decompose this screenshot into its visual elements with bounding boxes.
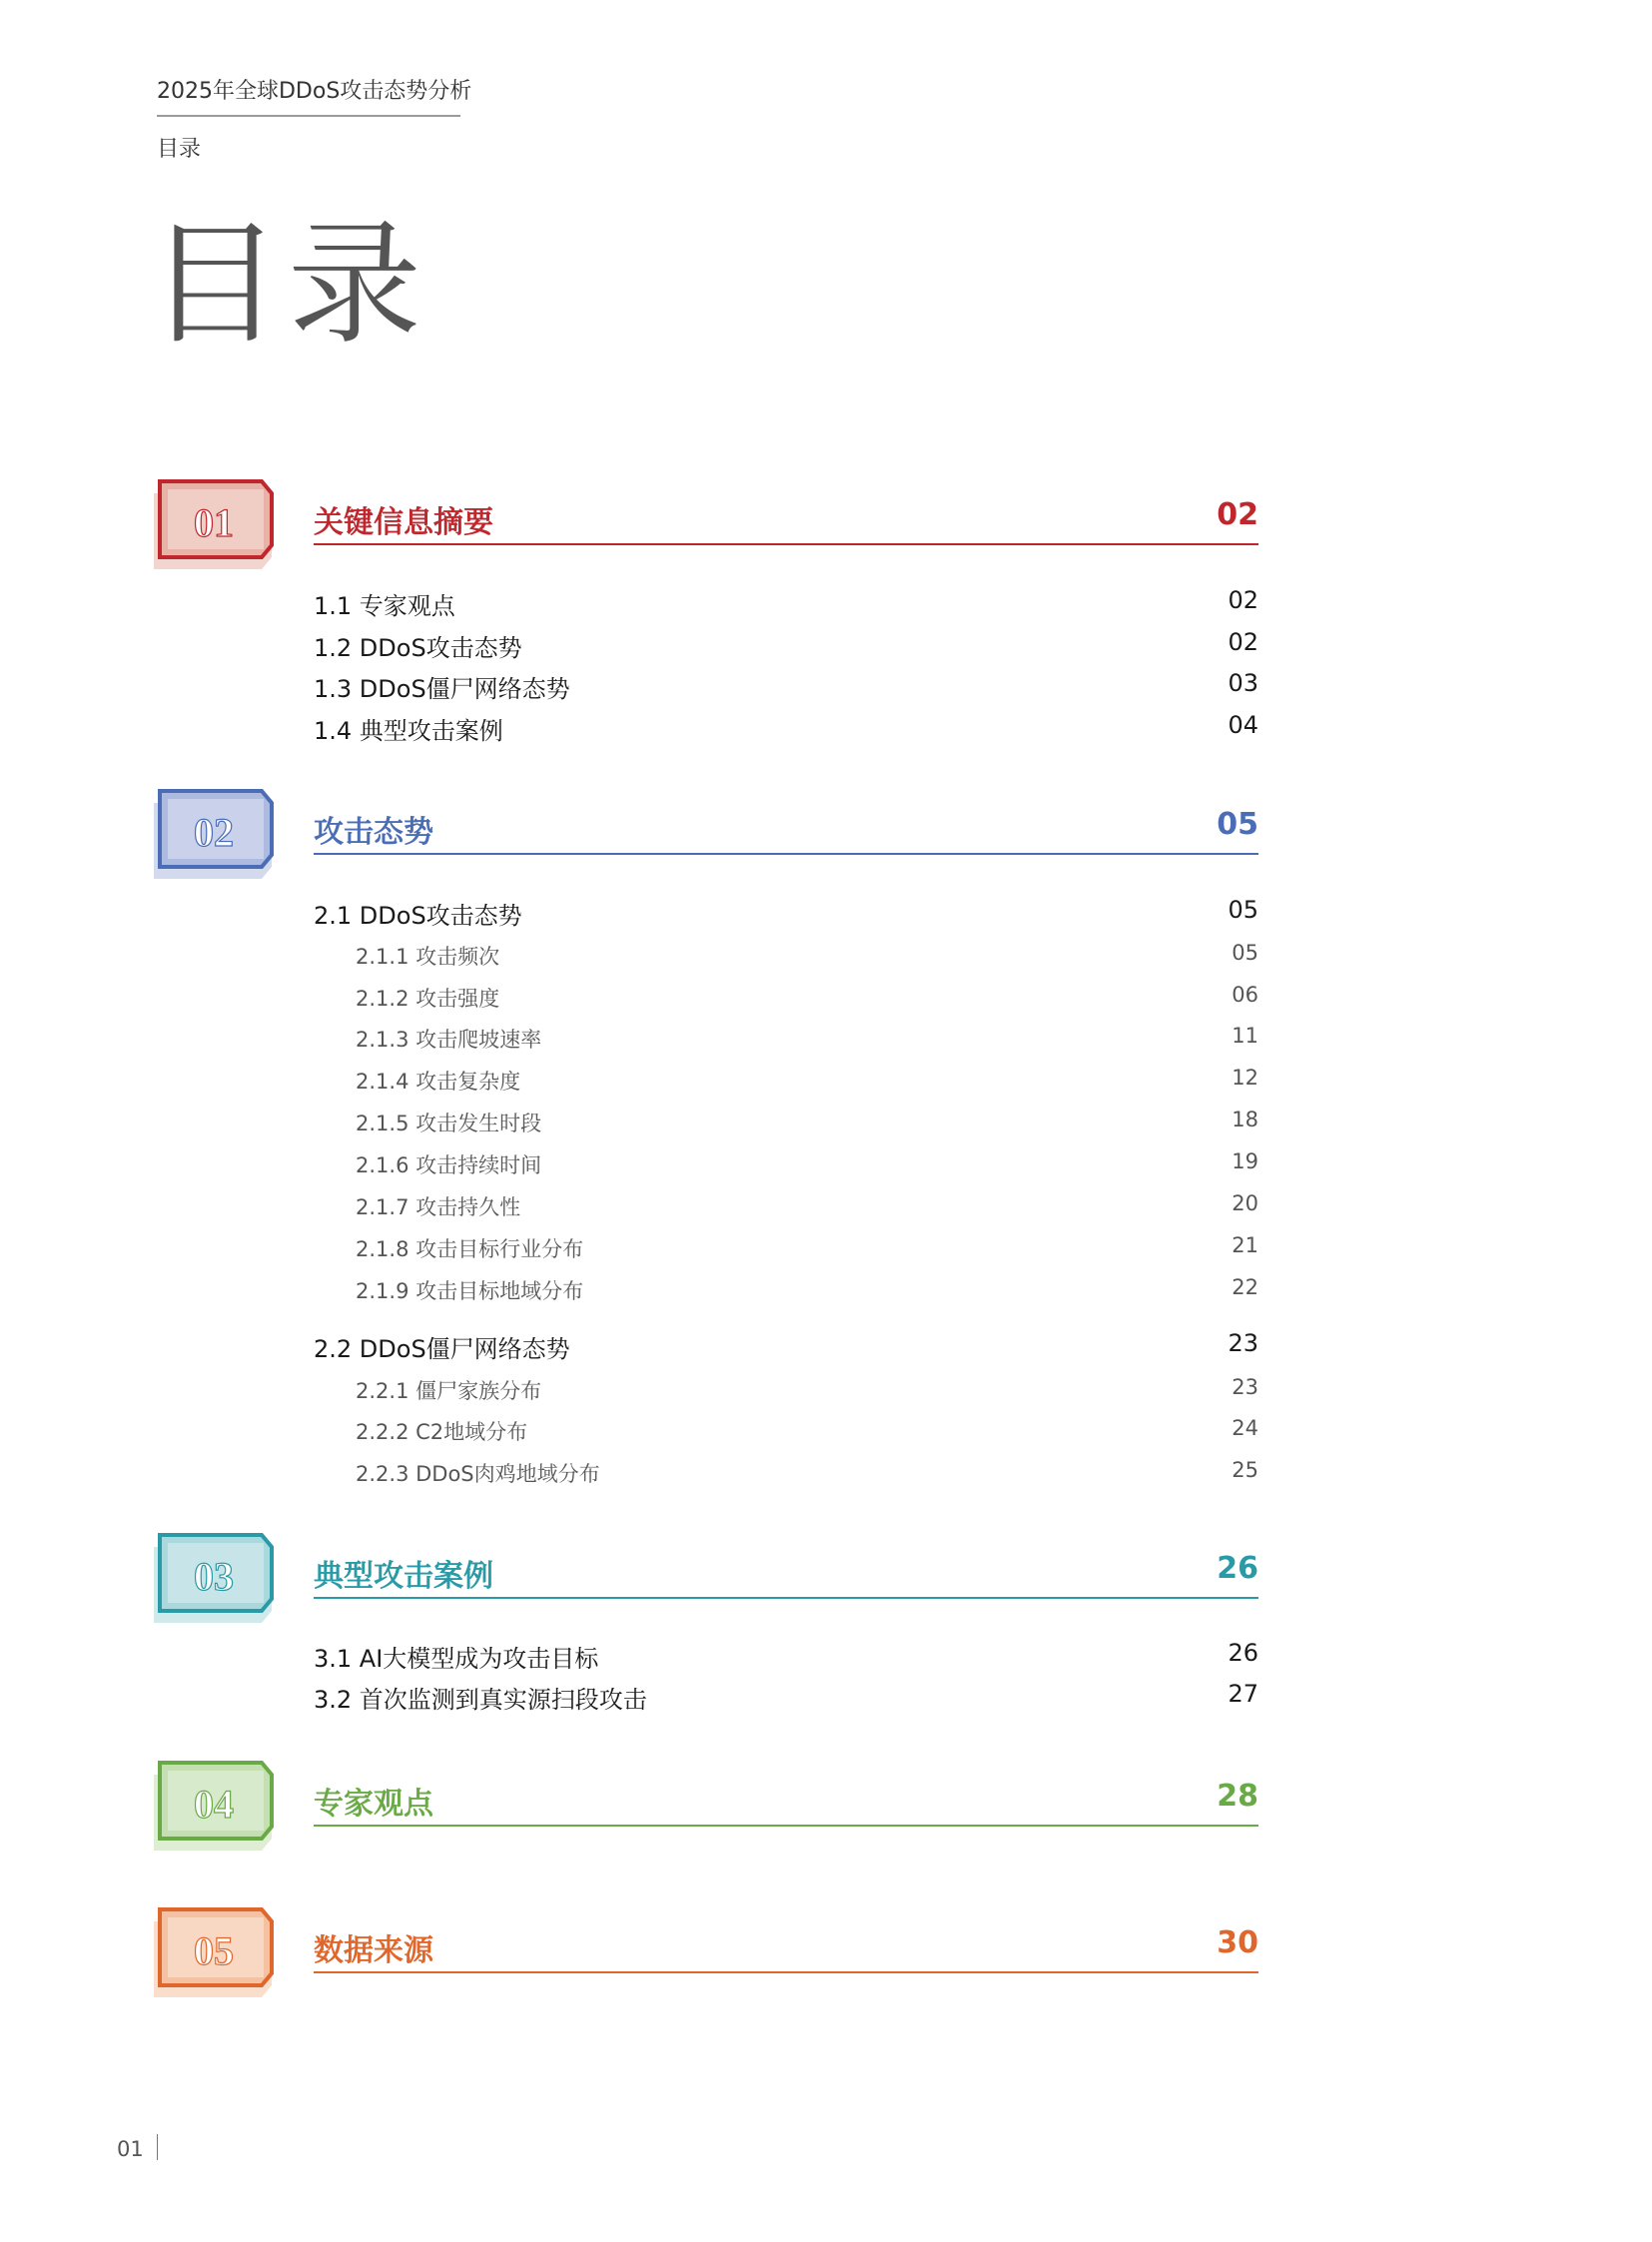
section-underline bbox=[314, 1971, 1258, 1973]
section-heading[interactable] bbox=[314, 1539, 1258, 1599]
section-title: 数据来源 bbox=[314, 1933, 433, 1968]
entry-page-number: 04 bbox=[1228, 711, 1258, 739]
entry-page-number: 11 bbox=[1232, 1024, 1258, 1048]
entry-page-number: 23 bbox=[1228, 1329, 1258, 1357]
entry-page-number: 02 bbox=[1228, 628, 1258, 656]
toc-subentry[interactable] bbox=[314, 1191, 1258, 1227]
section-number-badge bbox=[150, 479, 280, 571]
entry-page-number: 26 bbox=[1228, 1639, 1258, 1667]
section-number-badge bbox=[150, 1533, 280, 1625]
toc-subentry[interactable] bbox=[314, 1108, 1258, 1143]
entry-page-number: 23 bbox=[1232, 1375, 1258, 1399]
svg-text:04: 04 bbox=[194, 1782, 234, 1827]
toc-subentry[interactable] bbox=[314, 1024, 1258, 1060]
section-heading[interactable] bbox=[314, 485, 1258, 545]
svg-text:01: 01 bbox=[194, 500, 234, 545]
entry-label: 1.1 专家观点 bbox=[314, 592, 455, 620]
section-page-number: 28 bbox=[1217, 1779, 1258, 1814]
entry-label: 2.2.1 僵尸家族分布 bbox=[356, 1379, 542, 1403]
entry-label: 1.2 DDoS攻击态势 bbox=[314, 634, 522, 662]
entry-page-number: 24 bbox=[1232, 1416, 1258, 1440]
svg-text:05: 05 bbox=[194, 1928, 234, 1973]
section-underline bbox=[314, 1825, 1258, 1827]
section-heading[interactable] bbox=[314, 795, 1258, 855]
section-page-number: 30 bbox=[1217, 1925, 1258, 1960]
toc-subentry[interactable] bbox=[314, 1416, 1258, 1452]
entry-page-number: 06 bbox=[1232, 983, 1258, 1007]
svg-text:02: 02 bbox=[194, 810, 234, 855]
section-number-badge bbox=[150, 1907, 280, 1999]
toc-subentry[interactable] bbox=[314, 1375, 1258, 1411]
toc-subentry[interactable] bbox=[314, 1233, 1258, 1269]
section-page-number: 26 bbox=[1217, 1551, 1258, 1586]
entry-page-number: 21 bbox=[1232, 1233, 1258, 1257]
toc-entry[interactable] bbox=[314, 896, 1258, 932]
section-title: 关键信息摘要 bbox=[314, 505, 493, 540]
toc-subentry[interactable] bbox=[314, 1149, 1258, 1185]
entry-label: 2.1.6 攻击持续时间 bbox=[356, 1153, 542, 1177]
section-heading[interactable] bbox=[314, 1913, 1258, 1973]
entry-page-number: 27 bbox=[1228, 1680, 1258, 1708]
section-title: 典型攻击案例 bbox=[314, 1559, 493, 1594]
entry-label: 3.2 首次监测到真实源扫段攻击 bbox=[314, 1686, 647, 1714]
entry-page-number: 02 bbox=[1228, 586, 1258, 614]
entry-page-number: 05 bbox=[1228, 896, 1258, 924]
entry-page-number: 05 bbox=[1232, 941, 1258, 965]
toc-entry[interactable] bbox=[314, 1639, 1258, 1675]
entry-label: 2.1.7 攻击持久性 bbox=[356, 1195, 521, 1219]
toc-entry[interactable] bbox=[314, 1329, 1258, 1365]
toc-subentry[interactable] bbox=[314, 983, 1258, 1019]
toc-subentry[interactable] bbox=[314, 1275, 1258, 1311]
entry-label: 2.2 DDoS僵尸网络态势 bbox=[314, 1335, 570, 1363]
document-title: 2025年全球DDoS攻击态势分析 bbox=[157, 79, 472, 104]
entry-label: 2.1.5 攻击发生时段 bbox=[356, 1112, 542, 1135]
entry-label: 2.1 DDoS攻击态势 bbox=[314, 902, 522, 930]
entry-page-number: 03 bbox=[1228, 669, 1258, 697]
entry-page-number: 19 bbox=[1232, 1149, 1258, 1173]
section-page-number: 02 bbox=[1217, 497, 1258, 532]
toc-entry[interactable] bbox=[314, 1680, 1258, 1716]
toc-entry[interactable] bbox=[314, 711, 1258, 747]
entry-page-number: 25 bbox=[1232, 1458, 1258, 1482]
entry-page-number: 20 bbox=[1232, 1191, 1258, 1215]
entry-page-number: 12 bbox=[1232, 1066, 1258, 1090]
entry-label: 2.1.9 攻击目标地域分布 bbox=[356, 1279, 584, 1303]
entry-label: 1.3 DDoS僵尸网络态势 bbox=[314, 675, 570, 703]
section-number-badge bbox=[150, 789, 280, 881]
header-divider bbox=[157, 115, 460, 117]
entry-page-number: 18 bbox=[1232, 1108, 1258, 1131]
toc-subentry[interactable] bbox=[314, 1458, 1258, 1494]
svg-text:03: 03 bbox=[194, 1554, 234, 1599]
entry-label: 2.1.8 攻击目标行业分布 bbox=[356, 1237, 584, 1261]
page-number: 01 bbox=[117, 2137, 144, 2161]
entry-page-number: 22 bbox=[1232, 1275, 1258, 1299]
section-underline bbox=[314, 543, 1258, 545]
entry-label: 1.4 典型攻击案例 bbox=[314, 717, 503, 745]
toc-entry[interactable] bbox=[314, 586, 1258, 622]
section-heading[interactable] bbox=[314, 1767, 1258, 1827]
entry-label: 2.2.3 DDoS肉鸡地域分布 bbox=[356, 1462, 600, 1486]
entry-label: 2.2.2 C2地域分布 bbox=[356, 1420, 528, 1444]
toc-entry[interactable] bbox=[314, 669, 1258, 705]
section-number-badge bbox=[150, 1761, 280, 1853]
section-underline bbox=[314, 1597, 1258, 1599]
toc-entry[interactable] bbox=[314, 628, 1258, 664]
section-title: 攻击态势 bbox=[314, 815, 433, 850]
entry-label: 2.1.4 攻击复杂度 bbox=[356, 1070, 521, 1094]
page-title: 目录 bbox=[148, 207, 428, 363]
entry-label: 2.1.2 攻击强度 bbox=[356, 987, 500, 1011]
section-title: 专家观点 bbox=[314, 1787, 433, 1822]
entry-label: 3.1 AI大模型成为攻击目标 bbox=[314, 1645, 599, 1673]
entry-label: 2.1.3 攻击爬坡速率 bbox=[356, 1028, 542, 1052]
section-underline bbox=[314, 853, 1258, 855]
toc-subentry[interactable] bbox=[314, 1066, 1258, 1102]
section-page-number: 05 bbox=[1217, 807, 1258, 842]
toc-subentry[interactable] bbox=[314, 941, 1258, 977]
header-section-label: 目录 bbox=[157, 137, 202, 162]
footer-divider bbox=[157, 2134, 158, 2160]
entry-label: 2.1.1 攻击频次 bbox=[356, 945, 500, 969]
